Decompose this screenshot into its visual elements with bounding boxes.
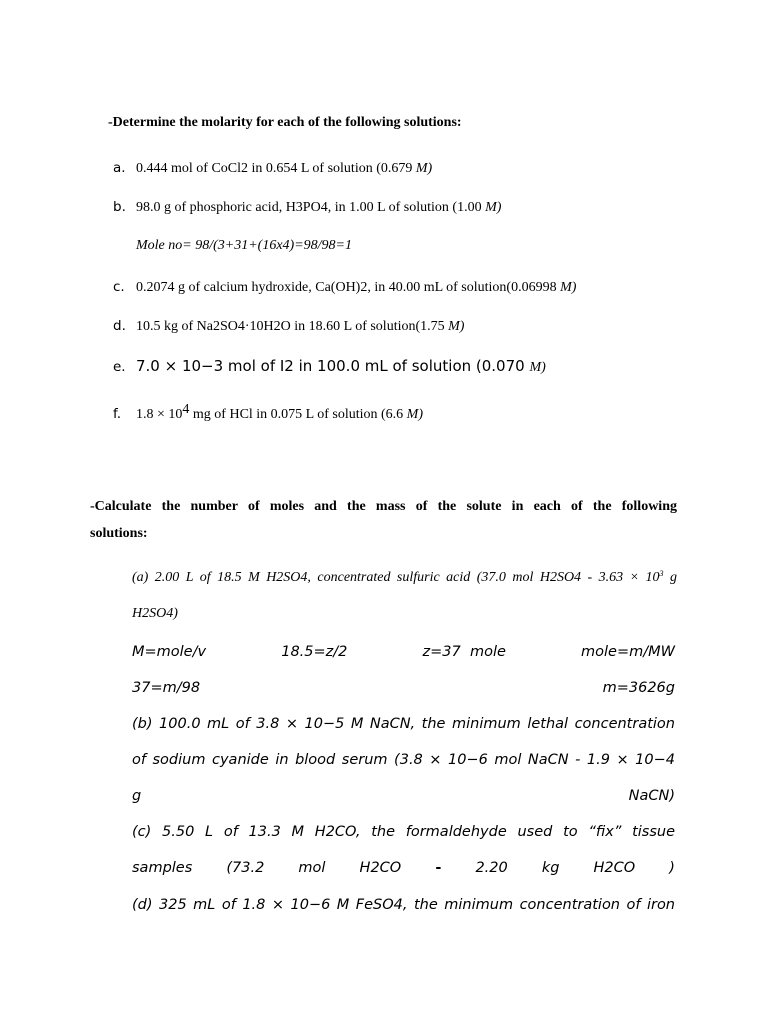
sub-question-d-line1: (d) 325 mL of 1.8 × 10−6 M FeSO4, the minimum concentration of iron bbox=[132, 897, 675, 913]
work-formula: 18.5=z/2 bbox=[281, 644, 348, 660]
list-item-b bbox=[113, 199, 501, 216]
list-item-d bbox=[113, 318, 464, 335]
work-formula: 37=m/98 bbox=[132, 680, 201, 696]
sub-question-b-line2: of sodium cyanide in blood serum (3.8 × 10−6 mol NaCN - 1.9 × 10−4 bbox=[132, 752, 675, 768]
item-exponent: 4 bbox=[182, 402, 190, 417]
item-answer: M) bbox=[485, 200, 502, 215]
list-marker: d. bbox=[113, 318, 126, 334]
item-text: 10.5 kg of Na2SO4·10H2O in 18.60 L of solution(1.75 bbox=[136, 319, 449, 334]
item-text: 0.444 mol of CoCl2 in 0.654 L of solution (0.679 bbox=[136, 161, 416, 176]
sub-question-a bbox=[132, 560, 677, 632]
work-row-2 bbox=[132, 680, 675, 696]
item-text: 1.8 × 10 bbox=[136, 407, 183, 422]
list-marker: f. bbox=[113, 406, 122, 422]
item-answer: M) bbox=[415, 161, 433, 176]
c-word: kg bbox=[541, 860, 560, 876]
item-answer: M) bbox=[529, 360, 546, 375]
b-unit: g bbox=[132, 788, 142, 804]
c-word: H2CO bbox=[359, 860, 402, 876]
item-answer: M) bbox=[406, 407, 423, 422]
item-answer: M) bbox=[448, 319, 465, 334]
c-word: samples bbox=[132, 860, 193, 876]
list-marker: e. bbox=[113, 359, 126, 375]
work-formula: M=mole/v bbox=[132, 644, 207, 660]
sub-a-line2: H2SO4) bbox=[132, 606, 178, 621]
sub-question-b-line3 bbox=[132, 788, 675, 804]
sub-question-c-line1: (c) 5.50 L of 13.3 M H2CO, the formaldehyde used to “fix” tissue bbox=[132, 824, 675, 840]
sub-a-exponent: 3 bbox=[659, 569, 664, 578]
list-marker: c. bbox=[113, 279, 125, 295]
item-text-cont: mg of HCl in 0.075 L of solution (6.6 bbox=[189, 407, 407, 422]
b-compound: NaCN) bbox=[628, 788, 675, 804]
section1-heading: -Determine the molarity for each of the following solutions: bbox=[108, 115, 462, 130]
work-formula: z=37 mole bbox=[422, 644, 506, 660]
c-word: 2.20 bbox=[475, 860, 508, 876]
sub-question-b-line1: (b) 100.0 mL of 3.8 × 10−5 M NaCN, the minimum lethal concentration bbox=[132, 716, 675, 732]
item-b-working-note: Mole no= 98/(3+31+(16x4)=98/98=1 bbox=[136, 238, 352, 253]
list-item-c bbox=[113, 279, 576, 296]
item-text: 0.2074 g of calcium hydroxide, Ca(OH)2, in 40.00 mL of solution(0.06998 bbox=[136, 280, 561, 295]
sub-a-text-cont: g bbox=[663, 570, 677, 585]
c-word: ) bbox=[669, 860, 675, 876]
list-marker: b. bbox=[113, 199, 126, 215]
c-word: H2CO bbox=[593, 860, 636, 876]
item-answer: M) bbox=[560, 280, 577, 295]
sub-question-c-line2 bbox=[132, 860, 675, 876]
item-text: 7.0 × 10−3 mol of I2 in 100.0 mL of solution (0.070 bbox=[136, 357, 530, 375]
c-word: (73.2 bbox=[226, 860, 265, 876]
work-formula: m=3626g bbox=[602, 680, 675, 696]
list-item-a bbox=[113, 160, 432, 177]
list-marker: a. bbox=[113, 160, 126, 176]
section2-heading-line1: -Calculate the number of moles and the mass of the solute in each of the following bbox=[90, 499, 677, 514]
section2-heading-line2: solutions: bbox=[90, 526, 148, 541]
work-formula: mole=m/MW bbox=[581, 644, 675, 660]
c-word: mol bbox=[298, 860, 326, 876]
list-item-e bbox=[113, 357, 546, 376]
section2-heading bbox=[90, 493, 677, 547]
sub-a-line1 bbox=[132, 560, 677, 596]
list-item-f bbox=[113, 402, 423, 423]
work-row-1 bbox=[132, 644, 675, 660]
item-text: 98.0 g of phosphoric acid, H3PO4, in 1.00 L of solution (1.00 bbox=[136, 200, 486, 215]
sub-a-text: (a) 2.00 L of 18.5 M H2SO4, concentrated sulfuric acid (37.0 mol H2SO4 - 3.63 × 10 bbox=[132, 570, 660, 585]
c-word: - bbox=[435, 860, 442, 876]
